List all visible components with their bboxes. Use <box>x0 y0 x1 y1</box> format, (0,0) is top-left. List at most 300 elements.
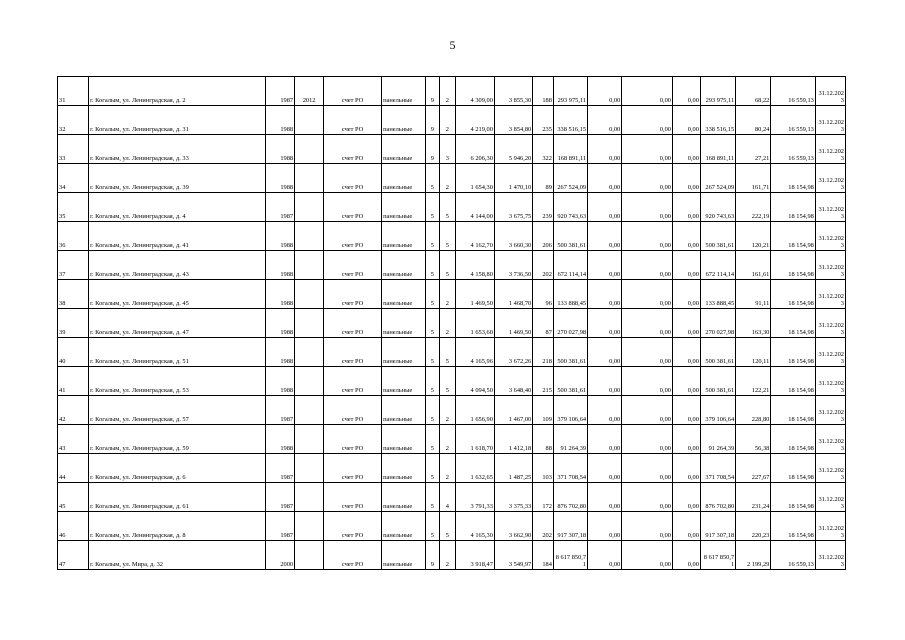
unit-limit-cell: 18 154,98 <box>771 280 816 309</box>
wall-material-cell: панельные <box>382 512 425 541</box>
own-funds-cell: 270 027,98 <box>700 309 735 338</box>
deadline-cell: 31.12.2023 <box>815 77 845 106</box>
deadline-cell: 31.12.2023 <box>815 106 845 135</box>
own-funds-cell: 168 891,11 <box>700 135 735 164</box>
fund-cell: счет РО <box>324 454 382 483</box>
living-area-cell: 3 675,75 <box>494 193 532 222</box>
total-cost-cell: 133 888,45 <box>553 280 587 309</box>
unit-cost-cell: 27,21 <box>736 135 771 164</box>
cost-cell: 0,00 <box>622 425 673 454</box>
total-cost-cell: 338 516,15 <box>553 106 587 135</box>
total-area-cell: 4 165,30 <box>455 512 494 541</box>
living-area-cell: 1 412,18 <box>494 425 532 454</box>
entrances-cell: 2 <box>440 106 456 135</box>
row-number-cell: 34 <box>58 164 89 193</box>
floors-cell: 5 <box>425 367 439 396</box>
total-area-cell: 4 162,70 <box>455 222 494 251</box>
cost-cell: 0,00 <box>672 425 700 454</box>
cost-cell: 0,00 <box>672 280 700 309</box>
fund-cell: счет РО <box>324 483 382 512</box>
floors-cell: 5 <box>425 396 439 425</box>
table-row <box>58 425 846 454</box>
table-row <box>58 338 846 367</box>
row-number-cell: 46 <box>58 512 89 541</box>
unit-limit-cell: 16 559,13 <box>771 541 816 570</box>
cost-cell: 0,00 <box>588 512 622 541</box>
unit-limit-cell: 18 154,98 <box>771 396 816 425</box>
cost-cell: 0,00 <box>622 280 673 309</box>
cost-cell: 0,00 <box>588 164 622 193</box>
address-cell: г. Когалым, ул. Ленинградская, д. 57 <box>89 396 266 425</box>
fund-cell: счет РО <box>324 338 382 367</box>
cost-cell: 0,00 <box>588 541 622 570</box>
table-row <box>58 106 846 135</box>
cost-cell: 0,00 <box>588 193 622 222</box>
wall-material-cell: панельные <box>382 164 425 193</box>
table-row <box>58 367 846 396</box>
unit-cost-cell: 220,23 <box>736 512 771 541</box>
living-area-cell: 3 375,33 <box>494 483 532 512</box>
total-area-cell: 4 094,50 <box>455 367 494 396</box>
year-repair-cell <box>295 512 324 541</box>
total-area-cell: 3 791,33 <box>455 483 494 512</box>
wall-material-cell: панельные <box>382 77 425 106</box>
total-area-cell: 3 918,47 <box>455 541 494 570</box>
cost-cell: 0,00 <box>588 135 622 164</box>
cost-cell: 0,00 <box>588 425 622 454</box>
entrances-cell: 5 <box>440 512 456 541</box>
cost-cell: 0,00 <box>622 222 673 251</box>
fund-cell: счет РО <box>324 135 382 164</box>
own-funds-cell: 8 617 850,71 <box>700 541 735 570</box>
total-area-cell: 6 206,30 <box>455 135 494 164</box>
entrances-cell: 5 <box>440 193 456 222</box>
fund-cell: счет РО <box>324 222 382 251</box>
unit-limit-cell: 18 154,98 <box>771 193 816 222</box>
entrances-cell: 2 <box>440 77 456 106</box>
floors-cell: 5 <box>425 512 439 541</box>
fund-cell: счет РО <box>324 309 382 338</box>
residents-cell: 172 <box>533 483 554 512</box>
year-built-cell: 1988 <box>266 251 295 280</box>
unit-cost-cell: 161,61 <box>736 251 771 280</box>
table-row <box>58 541 846 570</box>
floors-cell: 9 <box>425 135 439 164</box>
cost-cell: 0,00 <box>672 338 700 367</box>
own-funds-cell: 338 516,15 <box>700 106 735 135</box>
unit-cost-cell: 68,22 <box>736 77 771 106</box>
living-area-cell: 1 467,00 <box>494 396 532 425</box>
cost-cell: 0,00 <box>672 512 700 541</box>
year-repair-cell <box>295 483 324 512</box>
cost-cell: 0,00 <box>622 77 673 106</box>
year-repair-cell <box>295 396 324 425</box>
deadline-cell: 31.12.2023 <box>815 483 845 512</box>
living-area-cell: 3 549,97 <box>494 541 532 570</box>
unit-cost-cell: 120,21 <box>736 222 771 251</box>
unit-cost-cell: 56,38 <box>736 425 771 454</box>
total-cost-cell: 168 891,11 <box>553 135 587 164</box>
total-cost-cell: 293 975,11 <box>553 77 587 106</box>
cost-cell: 0,00 <box>588 454 622 483</box>
row-number-cell: 38 <box>58 280 89 309</box>
deadline-cell: 31.12.2023 <box>815 164 845 193</box>
wall-material-cell: панельные <box>382 454 425 483</box>
wall-material-cell: панельные <box>382 425 425 454</box>
page-number: 5 <box>449 38 456 52</box>
table-row <box>58 135 846 164</box>
deadline-cell: 31.12.2023 <box>815 512 845 541</box>
address-cell: г. Когалым, ул. Ленинградская, д. 33 <box>89 135 266 164</box>
unit-limit-cell: 16 559,13 <box>771 77 816 106</box>
total-area-cell: 1 656,90 <box>455 396 494 425</box>
address-cell: г. Когалым, ул. Ленинградская, д. 8 <box>89 512 266 541</box>
year-built-cell: 1987 <box>266 483 295 512</box>
own-funds-cell: 293 975,11 <box>700 77 735 106</box>
living-area-cell: 3 662,90 <box>494 512 532 541</box>
unit-cost-cell: 91,11 <box>736 280 771 309</box>
table-row <box>58 193 846 222</box>
entrances-cell: 2 <box>440 541 456 570</box>
year-repair-cell <box>295 164 324 193</box>
fund-cell: счет РО <box>324 396 382 425</box>
address-cell: г. Когалым, ул. Ленинградская, д. 4 <box>89 193 266 222</box>
residents-cell: 235 <box>533 106 554 135</box>
cost-cell: 0,00 <box>672 193 700 222</box>
own-funds-cell: 672 114,14 <box>700 251 735 280</box>
cost-cell: 0,00 <box>622 135 673 164</box>
own-funds-cell: 371 708,54 <box>700 454 735 483</box>
unit-cost-cell: 2 199,29 <box>736 541 771 570</box>
unit-limit-cell: 18 154,98 <box>771 338 816 367</box>
total-area-cell: 1 618,70 <box>455 425 494 454</box>
row-number-cell: 36 <box>58 222 89 251</box>
wall-material-cell: панельные <box>382 193 425 222</box>
unit-limit-cell: 18 154,98 <box>771 309 816 338</box>
total-area-cell: 4 165,96 <box>455 338 494 367</box>
address-cell: г. Когалым, ул. Ленинградская, д. 51 <box>89 338 266 367</box>
unit-limit-cell: 18 154,98 <box>771 222 816 251</box>
entrances-cell: 2 <box>440 309 456 338</box>
row-number-cell: 31 <box>58 77 89 106</box>
table-row <box>58 454 846 483</box>
floors-cell: 5 <box>425 251 439 280</box>
cost-cell: 0,00 <box>588 280 622 309</box>
total-cost-cell: 920 743,63 <box>553 193 587 222</box>
residents-cell: 202 <box>533 251 554 280</box>
total-cost-cell: 379 106,64 <box>553 396 587 425</box>
total-cost-cell: 672 114,14 <box>553 251 587 280</box>
living-area-cell: 3 648,40 <box>494 367 532 396</box>
entrances-cell: 4 <box>440 483 456 512</box>
floors-cell: 5 <box>425 164 439 193</box>
residents-cell: 215 <box>533 367 554 396</box>
unit-limit-cell: 18 154,98 <box>771 512 816 541</box>
cost-cell: 0,00 <box>588 222 622 251</box>
year-built-cell: 1988 <box>266 338 295 367</box>
unit-limit-cell: 18 154,98 <box>771 425 816 454</box>
living-area-cell: 1 470,10 <box>494 164 532 193</box>
fund-cell: счет РО <box>324 106 382 135</box>
address-cell: г. Когалым, ул. Ленинградская, д. 45 <box>89 280 266 309</box>
cost-cell: 0,00 <box>588 483 622 512</box>
unit-cost-cell: 80,24 <box>736 106 771 135</box>
unit-cost-cell: 231,24 <box>736 483 771 512</box>
own-funds-cell: 500 381,61 <box>700 222 735 251</box>
cost-cell: 0,00 <box>588 106 622 135</box>
capital-repair-register-table <box>57 76 846 570</box>
row-number-cell: 43 <box>58 425 89 454</box>
cost-cell: 0,00 <box>672 454 700 483</box>
year-repair-cell <box>295 425 324 454</box>
deadline-cell: 31.12.2023 <box>815 396 845 425</box>
own-funds-cell: 133 888,45 <box>700 280 735 309</box>
deadline-cell: 31.12.2023 <box>815 135 845 164</box>
living-area-cell: 5 946,20 <box>494 135 532 164</box>
year-built-cell: 1988 <box>266 222 295 251</box>
wall-material-cell: панельные <box>382 106 425 135</box>
floors-cell: 5 <box>425 483 439 512</box>
floors-cell: 9 <box>425 106 439 135</box>
deadline-cell: 31.12.2023 <box>815 280 845 309</box>
unit-cost-cell: 228,80 <box>736 396 771 425</box>
row-number-cell: 37 <box>58 251 89 280</box>
total-area-cell: 4 144,00 <box>455 193 494 222</box>
total-area-cell: 4 158,80 <box>455 251 494 280</box>
year-built-cell: 1987 <box>266 193 295 222</box>
residents-cell: 96 <box>533 280 554 309</box>
fund-cell: счет РО <box>324 164 382 193</box>
address-cell: г. Когалым, ул. Ленинградская, д. 39 <box>89 164 266 193</box>
total-area-cell: 4 309,00 <box>455 77 494 106</box>
own-funds-cell: 920 743,63 <box>700 193 735 222</box>
entrances-cell: 5 <box>440 222 456 251</box>
total-cost-cell: 8 617 850,71 <box>553 541 587 570</box>
table-row <box>58 483 846 512</box>
residents-cell: 188 <box>533 77 554 106</box>
total-area-cell: 4 219,00 <box>455 106 494 135</box>
year-repair-cell: 2012 <box>295 77 324 106</box>
year-repair-cell <box>295 541 324 570</box>
own-funds-cell: 917 307,18 <box>700 512 735 541</box>
cost-cell: 0,00 <box>588 396 622 425</box>
table-row <box>58 396 846 425</box>
row-number-cell: 45 <box>58 483 89 512</box>
cost-cell: 0,00 <box>622 309 673 338</box>
total-cost-cell: 371 708,54 <box>553 454 587 483</box>
wall-material-cell: панельные <box>382 483 425 512</box>
address-cell: г. Когалым, ул. Ленинградская, д. 59 <box>89 425 266 454</box>
wall-material-cell: панельные <box>382 280 425 309</box>
year-built-cell: 1988 <box>266 425 295 454</box>
total-cost-cell: 917 307,18 <box>553 512 587 541</box>
year-built-cell: 2000 <box>266 541 295 570</box>
floors-cell: 5 <box>425 454 439 483</box>
floors-cell: 5 <box>425 425 439 454</box>
fund-cell: счет РО <box>324 367 382 396</box>
deadline-cell: 31.12.2023 <box>815 338 845 367</box>
address-cell: г. Когалым, ул. Ленинградская, д. 61 <box>89 483 266 512</box>
deadline-cell: 31.12.2023 <box>815 425 845 454</box>
cost-cell: 0,00 <box>622 541 673 570</box>
year-repair-cell <box>295 454 324 483</box>
wall-material-cell: панельные <box>382 135 425 164</box>
residents-cell: 184 <box>533 541 554 570</box>
total-cost-cell: 500 381,61 <box>553 367 587 396</box>
living-area-cell: 1 469,50 <box>494 309 532 338</box>
cost-cell: 0,00 <box>622 164 673 193</box>
cost-cell: 0,00 <box>622 367 673 396</box>
cost-cell: 0,00 <box>672 367 700 396</box>
total-area-cell: 1 632,65 <box>455 454 494 483</box>
cost-cell: 0,00 <box>622 251 673 280</box>
address-cell: г. Когалым, ул. Ленинградская, д. 41 <box>89 222 266 251</box>
entrances-cell: 2 <box>440 425 456 454</box>
table-row <box>58 222 846 251</box>
total-cost-cell: 267 524,09 <box>553 164 587 193</box>
unit-cost-cell: 161,71 <box>736 164 771 193</box>
residents-cell: 206 <box>533 222 554 251</box>
year-repair-cell <box>295 222 324 251</box>
cost-cell: 0,00 <box>588 338 622 367</box>
year-built-cell: 1988 <box>266 135 295 164</box>
year-built-cell: 1988 <box>266 309 295 338</box>
row-number-cell: 44 <box>58 454 89 483</box>
row-number-cell: 41 <box>58 367 89 396</box>
wall-material-cell: панельные <box>382 338 425 367</box>
row-number-cell: 32 <box>58 106 89 135</box>
fund-cell: счет РО <box>324 193 382 222</box>
year-repair-cell <box>295 106 324 135</box>
floors-cell: 9 <box>425 541 439 570</box>
address-cell: г. Когалым, ул. Ленинградская, д. 2 <box>89 77 266 106</box>
table-row <box>58 251 846 280</box>
year-repair-cell <box>295 338 324 367</box>
cost-cell: 0,00 <box>672 106 700 135</box>
fund-cell: счет РО <box>324 251 382 280</box>
total-area-cell: 1 654,30 <box>455 164 494 193</box>
cost-cell: 0,00 <box>622 512 673 541</box>
entrances-cell: 3 <box>440 135 456 164</box>
deadline-cell: 31.12.2023 <box>815 367 845 396</box>
residents-cell: 87 <box>533 309 554 338</box>
deadline-cell: 31.12.2023 <box>815 454 845 483</box>
deadline-cell: 31.12.2023 <box>815 222 845 251</box>
residents-cell: 239 <box>533 193 554 222</box>
unit-cost-cell: 122,21 <box>736 367 771 396</box>
fund-cell: счет РО <box>324 280 382 309</box>
entrances-cell: 2 <box>440 164 456 193</box>
total-cost-cell: 91 264,39 <box>553 425 587 454</box>
year-repair-cell <box>295 193 324 222</box>
year-built-cell: 1988 <box>266 106 295 135</box>
wall-material-cell: панельные <box>382 251 425 280</box>
fund-cell: счет РО <box>324 77 382 106</box>
deadline-cell: 31.12.2023 <box>815 309 845 338</box>
year-built-cell: 1987 <box>266 396 295 425</box>
deadline-cell: 31.12.2023 <box>815 193 845 222</box>
residents-cell: 89 <box>533 164 554 193</box>
unit-limit-cell: 16 559,13 <box>771 106 816 135</box>
wall-material-cell: панельные <box>382 309 425 338</box>
year-repair-cell <box>295 367 324 396</box>
address-cell: г. Когалым, ул. Ленинградская, д. 47 <box>89 309 266 338</box>
unit-cost-cell: 227,67 <box>736 454 771 483</box>
fund-cell: счет РО <box>324 425 382 454</box>
year-built-cell: 1988 <box>266 280 295 309</box>
table-row <box>58 164 846 193</box>
cost-cell: 0,00 <box>672 77 700 106</box>
cost-cell: 0,00 <box>672 541 700 570</box>
cost-cell: 0,00 <box>622 193 673 222</box>
residents-cell: 218 <box>533 338 554 367</box>
cost-cell: 0,00 <box>622 483 673 512</box>
entrances-cell: 2 <box>440 454 456 483</box>
year-repair-cell <box>295 251 324 280</box>
wall-material-cell: панельные <box>382 541 425 570</box>
cost-cell: 0,00 <box>672 309 700 338</box>
cost-cell: 0,00 <box>622 106 673 135</box>
cost-cell: 0,00 <box>672 483 700 512</box>
cost-cell: 0,00 <box>588 251 622 280</box>
row-number-cell: 33 <box>58 135 89 164</box>
own-funds-cell: 876 702,80 <box>700 483 735 512</box>
address-cell: г. Когалым, ул. Ленинградская, д. 43 <box>89 251 266 280</box>
floors-cell: 5 <box>425 222 439 251</box>
table-row <box>58 280 846 309</box>
unit-cost-cell: 120,11 <box>736 338 771 367</box>
year-built-cell: 1988 <box>266 164 295 193</box>
cost-cell: 0,00 <box>672 396 700 425</box>
residents-cell: 88 <box>533 425 554 454</box>
address-cell: г. Когалым, ул. Ленинградская, д. 6 <box>89 454 266 483</box>
cost-cell: 0,00 <box>672 251 700 280</box>
residents-cell: 202 <box>533 512 554 541</box>
year-built-cell: 1987 <box>266 512 295 541</box>
unit-limit-cell: 18 154,98 <box>771 483 816 512</box>
living-area-cell: 1 487,25 <box>494 454 532 483</box>
living-area-cell: 1 468,70 <box>494 280 532 309</box>
address-cell: г. Когалым, ул. Ленинградская, д. 53 <box>89 367 266 396</box>
living-area-cell: 3 736,50 <box>494 251 532 280</box>
row-number-cell: 42 <box>58 396 89 425</box>
unit-limit-cell: 18 154,98 <box>771 164 816 193</box>
address-cell: г. Когалым, ул. Мира, д. 32 <box>89 541 266 570</box>
floors-cell: 5 <box>425 309 439 338</box>
cost-cell: 0,00 <box>672 135 700 164</box>
unit-limit-cell: 18 154,98 <box>771 367 816 396</box>
total-cost-cell: 876 702,80 <box>553 483 587 512</box>
year-repair-cell <box>295 135 324 164</box>
address-cell: г. Когалым, ул. Ленинградская, д. 31 <box>89 106 266 135</box>
own-funds-cell: 379 106,64 <box>700 396 735 425</box>
wall-material-cell: панельные <box>382 367 425 396</box>
floors-cell: 5 <box>425 193 439 222</box>
own-funds-cell: 267 524,09 <box>700 164 735 193</box>
cost-cell: 0,00 <box>622 454 673 483</box>
own-funds-cell: 500 381,61 <box>700 367 735 396</box>
cost-cell: 0,00 <box>622 396 673 425</box>
unit-cost-cell: 222,19 <box>736 193 771 222</box>
unit-limit-cell: 18 154,98 <box>771 251 816 280</box>
total-cost-cell: 500 381,61 <box>553 222 587 251</box>
deadline-cell: 31.12.2023 <box>815 541 845 570</box>
living-area-cell: 3 660,30 <box>494 222 532 251</box>
cost-cell: 0,00 <box>672 164 700 193</box>
unit-limit-cell: 18 154,98 <box>771 454 816 483</box>
living-area-cell: 3 855,30 <box>494 77 532 106</box>
year-built-cell: 1987 <box>266 454 295 483</box>
